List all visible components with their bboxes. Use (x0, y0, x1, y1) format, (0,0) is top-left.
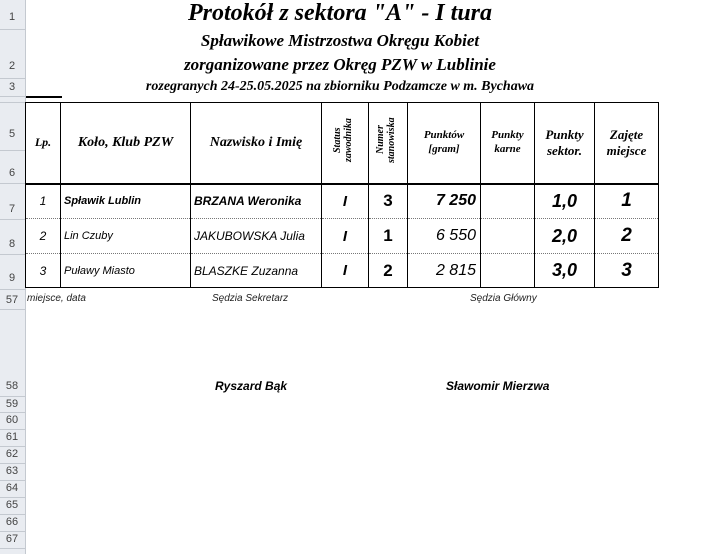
col-name-header[interactable]: Nazwisko i Imię (191, 103, 322, 184)
cell-penalty[interactable] (481, 254, 535, 288)
cell-sector-points[interactable]: 3,0 (535, 254, 595, 288)
col-number-label: Numer stanowiska (375, 116, 397, 163)
col-sector-points-header[interactable]: Punkty sektor. (535, 103, 595, 184)
cell-place[interactable]: 1 (595, 184, 659, 219)
table-row (26, 184, 659, 219)
place-date-label: miejsce, data (27, 293, 86, 304)
row-number[interactable]: 5 (8, 128, 16, 140)
row-number[interactable]: 7 (8, 203, 16, 215)
row-number[interactable]: 2 (8, 60, 16, 72)
cell-club[interactable]: Lin Czuby (61, 219, 191, 254)
col-status-label: Status zawodnika (332, 117, 354, 162)
cell-penalty[interactable] (481, 219, 535, 254)
cell-name[interactable]: BLASZKE Zuzanna (191, 254, 322, 288)
cell-place[interactable]: 2 (595, 219, 659, 254)
row-number[interactable]: 1 (8, 11, 16, 23)
row-number[interactable]: 63 (5, 465, 19, 477)
row-number[interactable]: 8 (8, 238, 16, 250)
row-number[interactable]: 62 (5, 448, 19, 460)
col-place-header[interactable]: Zajęte miejsce (595, 103, 659, 184)
row-number[interactable]: 66 (5, 516, 19, 528)
row-number[interactable]: 59 (5, 398, 19, 410)
row-number[interactable]: 65 (5, 499, 19, 511)
cell-station[interactable]: 1 (369, 219, 408, 254)
cell-status[interactable]: I (322, 219, 369, 254)
cell-lp[interactable]: 2 (26, 219, 61, 254)
row-number[interactable]: 9 (8, 272, 16, 284)
cell-lp[interactable]: 1 (26, 184, 61, 219)
cell-name[interactable]: JAKUBOWSKA Julia (191, 219, 322, 254)
row-number[interactable]: 61 (5, 431, 19, 443)
venue-subtitle: rozegranych 24-25.05.2025 na zbiorniku Podzamcze w m. Bychawa (145, 79, 535, 94)
cell-place[interactable]: 3 (595, 254, 659, 288)
col-points-header[interactable]: Punktów [gram] (408, 103, 481, 184)
chief-judge-name: Sławomir Mierzwa (446, 379, 550, 393)
row-number[interactable]: 57 (5, 294, 19, 306)
col-number-header[interactable] (369, 103, 408, 184)
cell-points[interactable]: 6 550 (408, 219, 481, 254)
col-status-header[interactable] (322, 103, 369, 184)
col-lp-header[interactable]: Lp. (26, 103, 61, 184)
event-subtitle: Spławikowe Mistrzostwa Okręgu Kobiet (200, 31, 480, 50)
organizer-subtitle: zorganizowane przez Okręg PZW w Lublinie (184, 55, 496, 74)
cell-station[interactable]: 3 (369, 184, 408, 219)
cell-station[interactable]: 2 (369, 254, 408, 288)
cell-points[interactable]: 7 250 (408, 184, 481, 219)
cell-name[interactable]: BRZANA Weronika (191, 184, 322, 219)
table-row (26, 254, 659, 288)
header-row (26, 103, 659, 184)
row-number[interactable]: 6 (8, 167, 16, 179)
cell-club[interactable]: Puławy Miasto (61, 254, 191, 288)
cell-penalty[interactable] (481, 184, 535, 219)
cell-lp[interactable]: 3 (26, 254, 61, 288)
cell-points[interactable]: 2 815 (408, 254, 481, 288)
secretary-name: Ryszard Bąk (215, 379, 288, 393)
row-number[interactable]: 3 (8, 81, 16, 93)
col-penalty-header[interactable]: Punkty karne (481, 103, 535, 184)
chief-judge-label: Sędzia Główny (470, 293, 537, 304)
row-number[interactable]: 58 (5, 380, 19, 392)
cell-status[interactable]: I (322, 184, 369, 219)
protocol-title: Protokół z sektora "A" - I tura (187, 0, 493, 26)
row-number[interactable]: 67 (5, 533, 19, 545)
table-row (26, 219, 659, 254)
row-number[interactable]: 60 (5, 414, 19, 426)
secretary-label: Sędzia Sekretarz (212, 293, 289, 304)
cell-sector-points[interactable]: 1,0 (535, 184, 595, 219)
cell-status[interactable]: I (322, 254, 369, 288)
cell-club[interactable]: Spławik Lublin (61, 184, 191, 219)
results-table (25, 102, 659, 288)
row-header-column (0, 0, 26, 554)
row-number[interactable]: 64 (5, 482, 19, 494)
col-club-header[interactable]: Koło, Klub PZW (61, 103, 191, 184)
cell-sector-points[interactable]: 2,0 (535, 219, 595, 254)
